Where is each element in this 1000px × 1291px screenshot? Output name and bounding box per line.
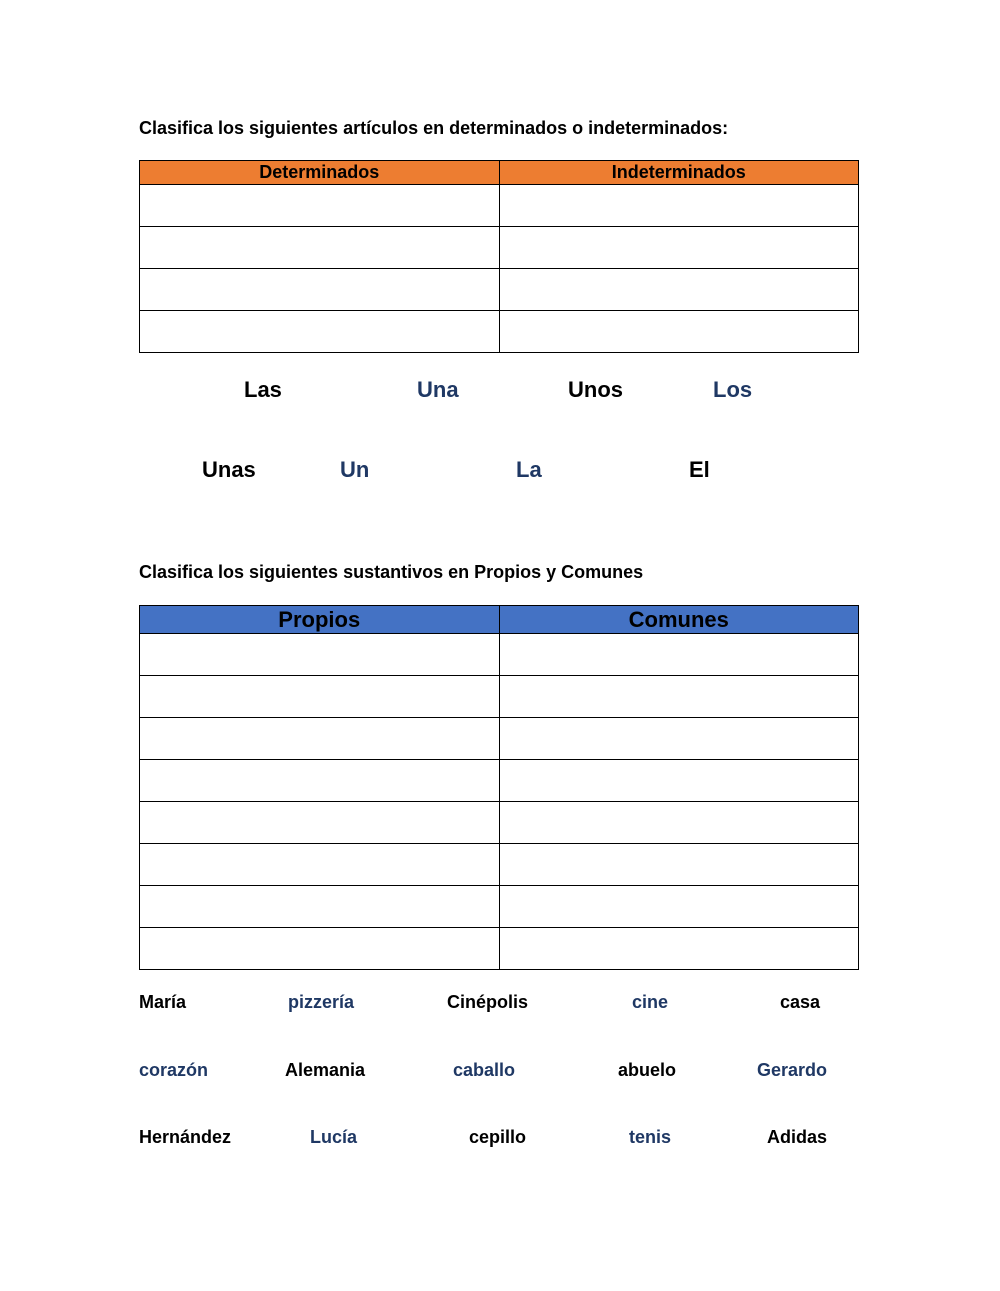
drop-cell-determinados[interactable] bbox=[140, 311, 500, 353]
word-gerardo[interactable]: Gerardo bbox=[757, 1060, 828, 1080]
articles-table bbox=[139, 160, 859, 353]
word-cine[interactable]: cine bbox=[632, 992, 669, 1012]
drop-cell-propios[interactable] bbox=[140, 802, 500, 844]
drop-cell-comunes[interactable] bbox=[499, 928, 859, 970]
word-abuelo[interactable]: abuelo bbox=[618, 1060, 677, 1080]
drop-cell-indeterminados[interactable] bbox=[499, 185, 859, 227]
drop-cell-comunes[interactable] bbox=[499, 886, 859, 928]
word-unos[interactable]: Unos bbox=[568, 377, 623, 402]
instruction-articles: Clasifica los siguientes artículos en determinados o indeterminados: bbox=[139, 118, 729, 138]
drop-cell-propios[interactable] bbox=[140, 676, 500, 718]
drop-cell-propios[interactable] bbox=[140, 718, 500, 760]
drop-cell-propios[interactable] bbox=[140, 886, 500, 928]
header-comunes: Comunes bbox=[499, 606, 859, 634]
word-lucia[interactable]: Lucía bbox=[310, 1127, 358, 1147]
drop-cell-comunes[interactable] bbox=[499, 676, 859, 718]
word-cinepolis[interactable]: Cinépolis bbox=[447, 992, 529, 1012]
word-corazon[interactable]: corazón bbox=[139, 1060, 209, 1080]
word-casa[interactable]: casa bbox=[780, 992, 821, 1012]
drop-cell-comunes[interactable] bbox=[499, 760, 859, 802]
word-las[interactable]: Las bbox=[244, 377, 282, 402]
drop-cell-comunes[interactable] bbox=[499, 802, 859, 844]
drop-cell-indeterminados[interactable] bbox=[499, 311, 859, 353]
word-cepillo[interactable]: cepillo bbox=[469, 1127, 527, 1147]
drop-cell-comunes[interactable] bbox=[499, 844, 859, 886]
instruction-nouns: Clasifica los siguientes sustantivos en Propios y Comunes bbox=[139, 562, 644, 582]
drop-cell-indeterminados[interactable] bbox=[499, 269, 859, 311]
drop-cell-propios[interactable] bbox=[140, 844, 500, 886]
header-indeterminados: Indeterminados bbox=[499, 161, 859, 185]
word-maria[interactable]: María bbox=[139, 992, 187, 1012]
drop-cell-propios[interactable] bbox=[140, 760, 500, 802]
word-caballo[interactable]: caballo bbox=[453, 1060, 516, 1080]
drop-cell-propios[interactable] bbox=[140, 634, 500, 676]
word-un[interactable]: Un bbox=[340, 457, 370, 482]
drop-cell-propios[interactable] bbox=[140, 928, 500, 970]
word-unas[interactable]: Unas bbox=[202, 457, 256, 482]
word-una[interactable]: Una bbox=[417, 377, 459, 402]
word-la[interactable]: La bbox=[516, 457, 542, 482]
nouns-table bbox=[139, 605, 859, 970]
word-pizzeria[interactable]: pizzería bbox=[288, 992, 355, 1012]
word-los[interactable]: Los bbox=[713, 377, 753, 402]
drop-cell-determinados[interactable] bbox=[140, 185, 500, 227]
drop-cell-determinados[interactable] bbox=[140, 269, 500, 311]
drop-cell-determinados[interactable] bbox=[140, 227, 500, 269]
word-hernandez[interactable]: Hernández bbox=[139, 1127, 232, 1147]
word-tenis[interactable]: tenis bbox=[629, 1127, 672, 1147]
drop-cell-indeterminados[interactable] bbox=[499, 227, 859, 269]
header-propios: Propios bbox=[140, 606, 500, 634]
word-el[interactable]: El bbox=[689, 457, 710, 482]
drop-cell-comunes[interactable] bbox=[499, 718, 859, 760]
drop-cell-comunes[interactable] bbox=[499, 634, 859, 676]
header-determinados: Determinados bbox=[140, 161, 500, 185]
word-adidas[interactable]: Adidas bbox=[767, 1127, 828, 1147]
word-alemania[interactable]: Alemania bbox=[285, 1060, 366, 1080]
